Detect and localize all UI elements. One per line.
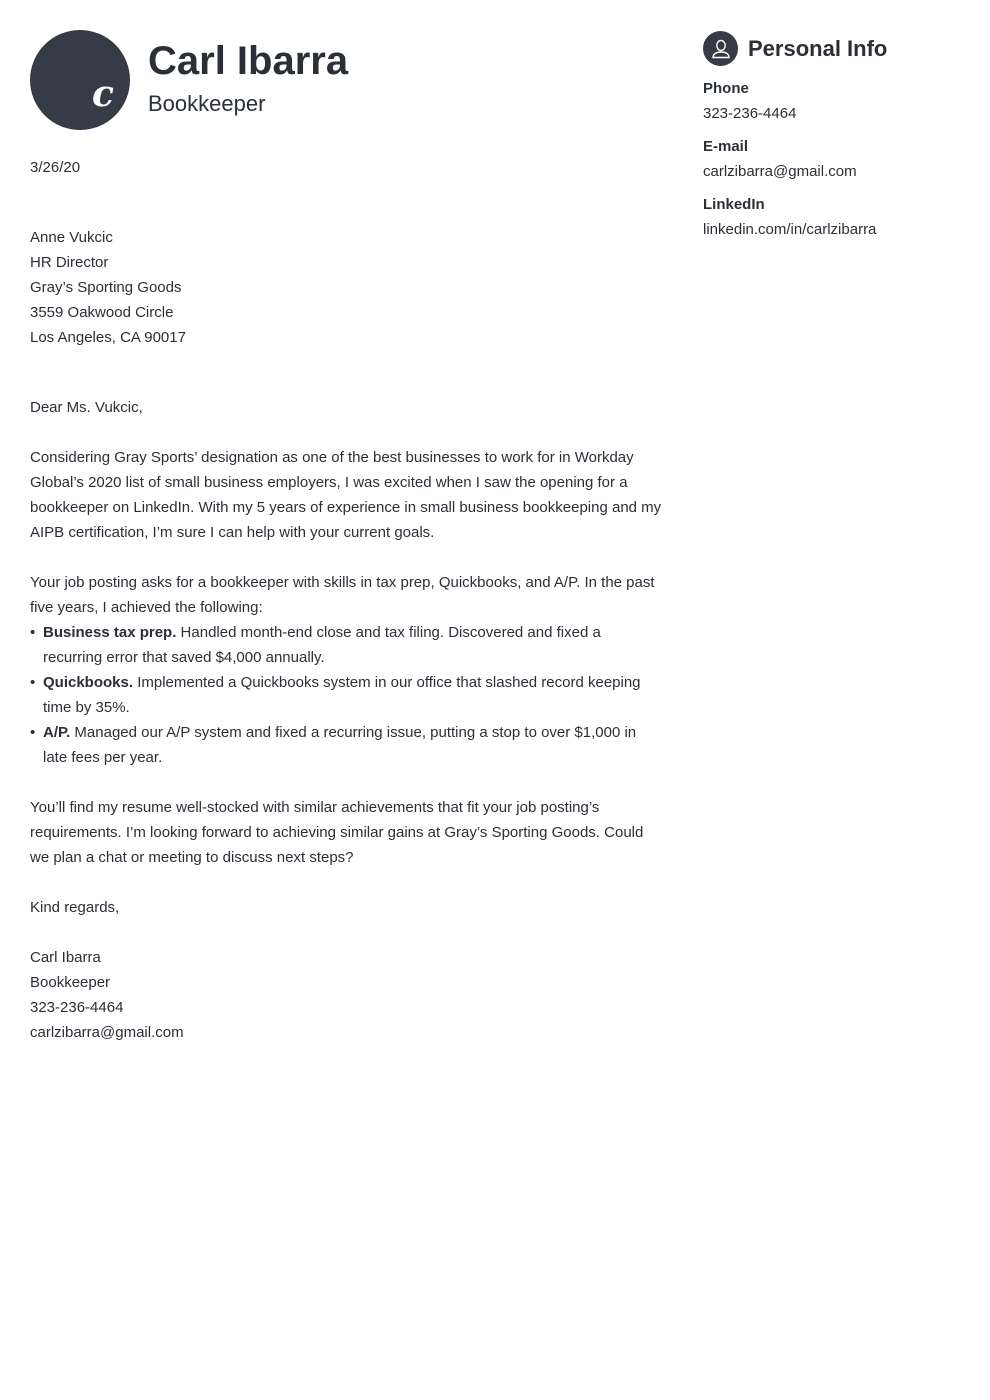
- signature-name: Carl Ibarra: [30, 949, 101, 966]
- signature-block: [30, 945, 670, 1045]
- closing: Kind regards,: [30, 899, 120, 916]
- paragraph-line: we plan a chat or meeting to discuss next steps?: [30, 849, 354, 866]
- achievement-text: Managed our A/P system and fixed a recurring issue, putting a stop to over $1,000 in: [70, 724, 637, 741]
- achievement-item: [30, 620, 670, 670]
- info-label: E-mail: [703, 138, 749, 155]
- achievement-list: [30, 620, 670, 770]
- info-phone: [703, 79, 963, 124]
- achievement-item: [30, 720, 670, 770]
- monogram-letter: c: [92, 73, 114, 115]
- monogram-avatar: [30, 30, 130, 130]
- paragraph-closing: [30, 795, 670, 870]
- info-label: Phone: [703, 80, 749, 97]
- paragraph-line: AIPB certification, I’m sure I can help with your current goals.: [30, 524, 435, 541]
- paragraph-line: You’ll find my resume well-stocked with similar achievements that fit your job posting’s: [30, 799, 600, 816]
- achievement-heading: A/P.: [43, 724, 71, 741]
- signature-title: Bookkeeper: [30, 974, 111, 991]
- signature-email: carlzibarra@gmail.com: [30, 1024, 184, 1041]
- recipient-block: [30, 225, 670, 350]
- recipient-title: HR Director: [30, 254, 109, 271]
- candidate-title: Bookkeeper: [148, 91, 266, 116]
- paragraph-line: requirements. I’m looking forward to achieving similar gains at Gray’s Sporting Goods. Could: [30, 824, 644, 841]
- recipient-name: Anne Vukcic: [30, 229, 113, 246]
- achievement-text: recurring error that saved $4,000 annually.: [43, 649, 325, 666]
- linkedin-value[interactable]: linkedin.com/in/carlzibarra: [703, 221, 877, 238]
- paragraph-line: Global’s 2020 list of small business employers, I was excited when I saw the opening for a: [30, 474, 628, 491]
- personal-info-sidebar: [703, 31, 963, 240]
- achievement-text: Implemented a Quickbooks system in our office that slashed record keeping: [133, 674, 641, 691]
- achievement-heading: Business tax prep.: [43, 624, 177, 641]
- paragraph-line: bookkeeper on LinkedIn. With my 5 years of experience in small business bookkeeping and my: [30, 499, 662, 516]
- achievement-text: time by 35%.: [43, 699, 130, 716]
- recipient-street: 3559 Oakwood Circle: [30, 304, 174, 321]
- paragraph-intro: [30, 445, 670, 545]
- recipient-city: Los Angeles, CA 90017: [30, 329, 186, 346]
- paragraph-skills: [30, 570, 670, 620]
- letter-date: 3/26/20: [30, 159, 81, 176]
- info-email: [703, 137, 963, 182]
- paragraph-line: five years, I achieved the following:: [30, 599, 263, 616]
- phone-value: 323-236-4464: [703, 105, 797, 122]
- recipient-company: Gray’s Sporting Goods: [30, 279, 182, 296]
- candidate-name: Carl Ibarra: [148, 39, 349, 83]
- paragraph-line: Your job posting asks for a bookkeeper with skills in tax prep, Quickbooks, and A/P. In the past: [30, 574, 655, 591]
- salutation: Dear Ms. Vukcic,: [30, 399, 143, 416]
- achievement-text: Handled month-end close and tax filing. Discovered and fixed a: [176, 624, 601, 641]
- info-linkedin: [703, 195, 963, 240]
- email-value[interactable]: carlzibarra@gmail.com: [703, 163, 857, 180]
- paragraph-line: Considering Gray Sports’ designation as one of the best businesses to work for in Workday: [30, 449, 634, 466]
- achievement-heading: Quickbooks.: [43, 674, 134, 691]
- letter-body: [30, 155, 670, 1045]
- sidebar-title: Personal Info: [748, 35, 888, 61]
- person-icon: [703, 31, 738, 66]
- sidebar-header: [703, 31, 963, 66]
- achievement-item: [30, 670, 670, 720]
- signature-phone: 323-236-4464: [30, 999, 124, 1016]
- achievement-text: late fees per year.: [43, 749, 163, 766]
- info-label: LinkedIn: [703, 196, 765, 213]
